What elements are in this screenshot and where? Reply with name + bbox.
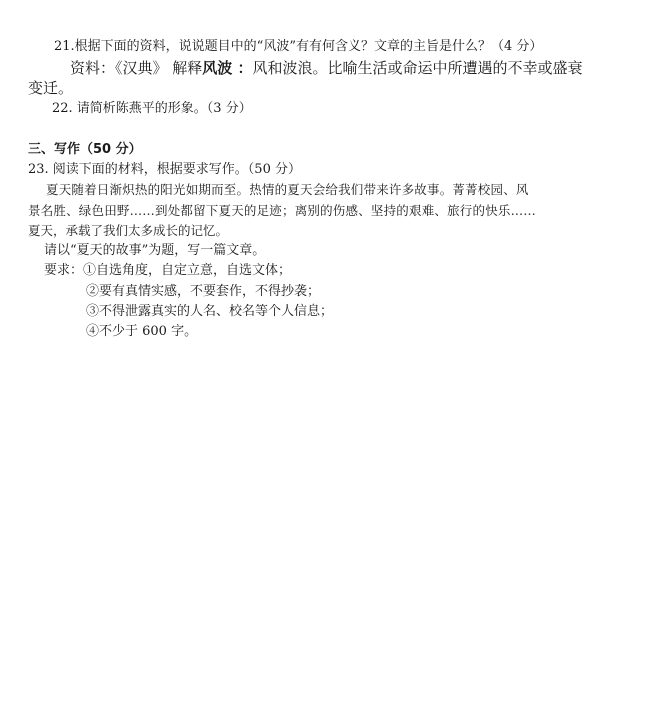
material-prefix: 资料：《汉典》 解释: [70, 59, 203, 77]
material-colon: ：: [232, 59, 253, 77]
requirement-2: ②要有真情实感，不要套作，不得抄袭；: [86, 284, 321, 299]
question-22: 22. 请简析陈燕平的形象。（3 分）: [52, 101, 252, 116]
requirement-4: ④不少于 600 字。: [86, 324, 198, 339]
requirement-1-text: ①自选角度，自定立意，自选文体；: [83, 263, 292, 278]
material-21-continued: 变迁。: [28, 79, 74, 97]
writing-instruction: 请以“夏天的故事”为题，写一篇文章。: [44, 243, 266, 258]
section-3-heading: 三、写作（50 分）: [28, 142, 142, 157]
requirement-3: ③不得泄露真实的人名、校名等个人信息；: [86, 304, 334, 319]
requirement-label: 要求：: [44, 263, 84, 278]
passage-line-1: 夏天随着日渐炽热的阳光如期而至。热情的夏天会给我们带来许多故事。菁菁校园、风: [46, 182, 529, 197]
passage-line-3: 夏天，承载了我们太多成长的记忆。: [28, 223, 229, 238]
material-definition: 风和波浪。比喻生活或命运中所遭遇的不幸或盛衰: [252, 59, 583, 77]
requirement-1: [44, 262, 291, 280]
question-21: 21.根据下面的资料，说说题目中的“风波”有有何含义？文章的主旨是什么？（4 分）: [54, 39, 543, 54]
material-term: 风波: [202, 59, 233, 77]
material-21: [70, 58, 583, 78]
question-23: 23. 阅读下面的材料，根据要求写作。（50 分）: [28, 162, 301, 177]
passage-line-2: 景名胜、绿色田野……到处都留下夏天的足迹；离别的伤感、坚持的艰难、旅行的快乐……: [28, 203, 537, 218]
